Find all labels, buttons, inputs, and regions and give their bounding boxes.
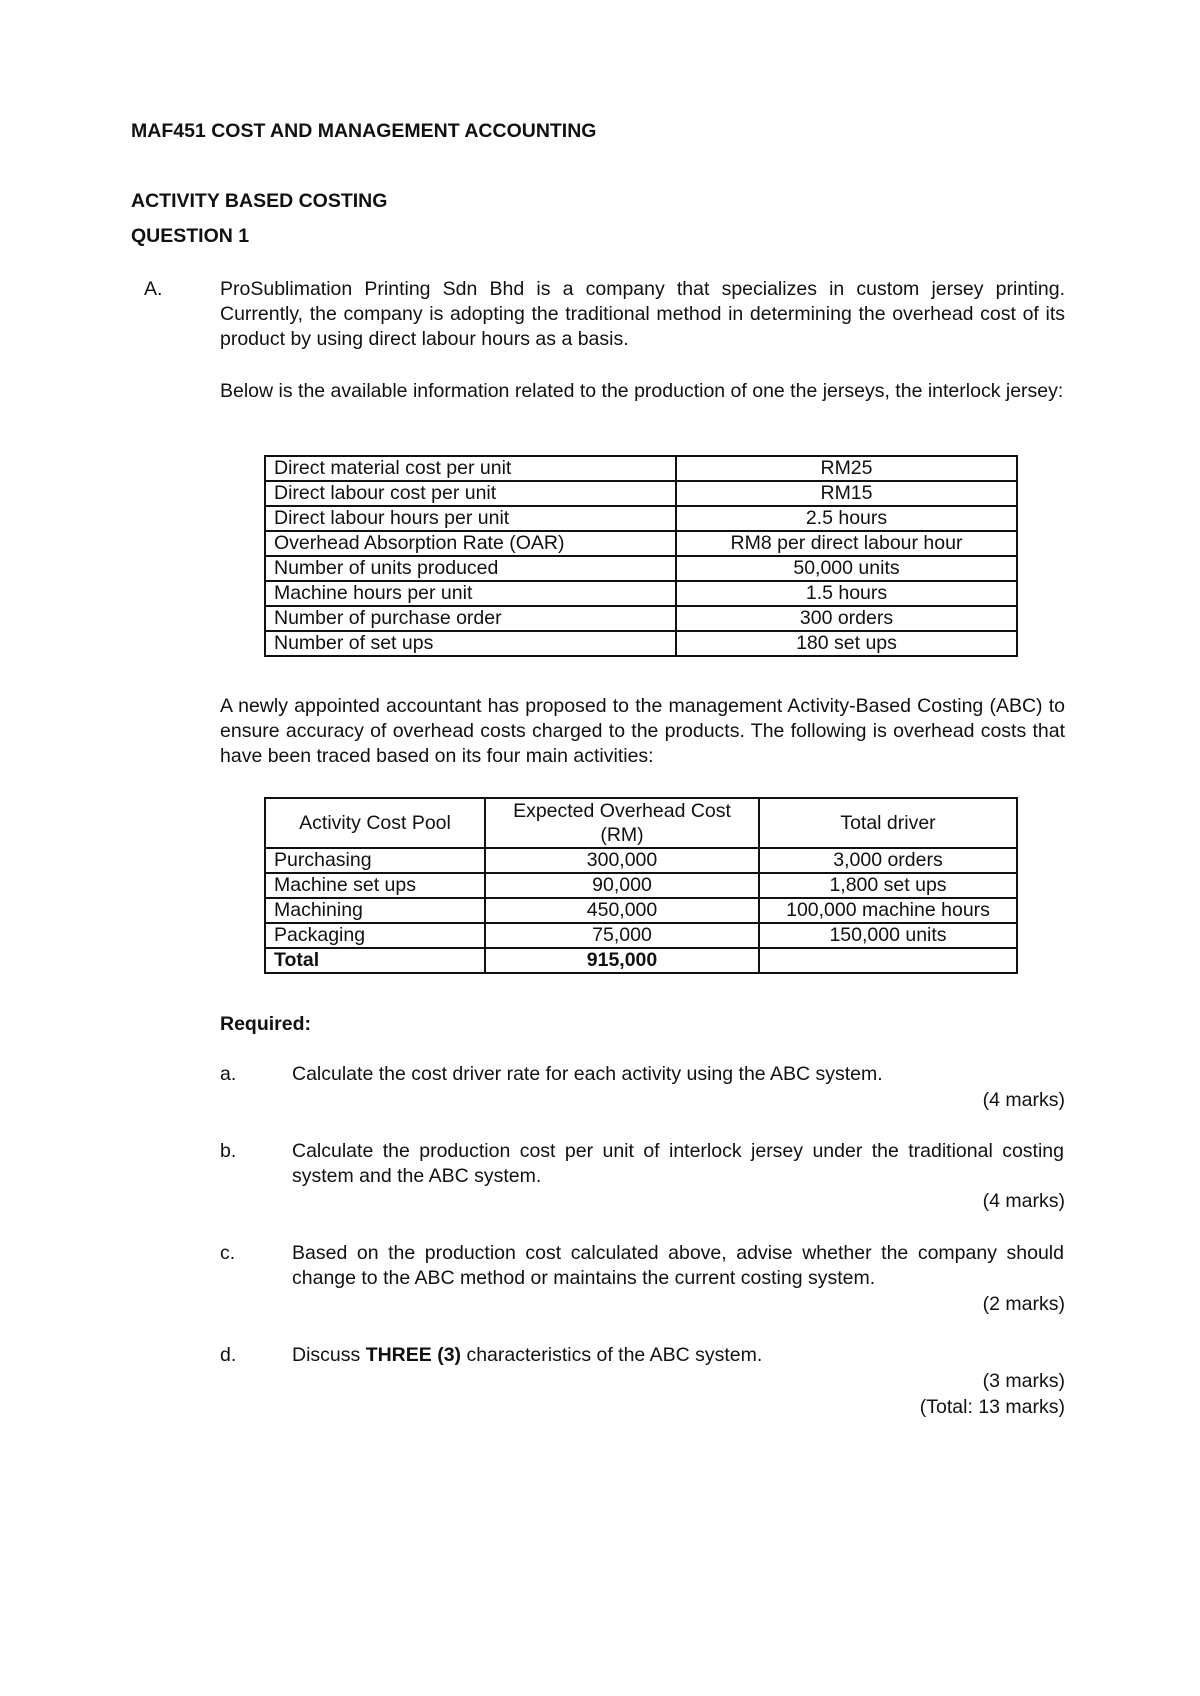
info-paragraph: Below is the available information related to the production of one the jerseys, the interlock jersey: <box>220 380 1064 402</box>
total-cost: 915,000 <box>485 948 759 973</box>
info-label: Overhead Absorption Rate (OAR) <box>265 531 676 556</box>
total-driver <box>759 948 1017 973</box>
course-title: MAF451 COST AND MANAGEMENT ACCOUNTING <box>131 120 597 142</box>
info-label: Direct labour hours per unit <box>265 506 676 531</box>
required-heading: Required: <box>220 1013 312 1035</box>
overhead-cost: 450,000 <box>485 898 759 923</box>
info-label: Machine hours per unit <box>265 581 676 606</box>
info-value: 300 orders <box>676 606 1017 631</box>
section-title: ACTIVITY BASED COSTING <box>131 190 388 212</box>
info-label: Direct labour cost per unit <box>265 481 676 506</box>
question-label: c. <box>220 1242 236 1264</box>
activity-pool: Purchasing <box>265 848 485 873</box>
total-driver: 150,000 units <box>759 923 1017 948</box>
info-label: Number of purchase order <box>265 606 676 631</box>
abc-paragraph: A newly appointed accountant has proposed to the management Activity-Based Costing (ABC) to ensure accuracy of overhead costs charged to the products. The following is overhead costs that have been traced based on its four main activities: <box>220 695 1065 767</box>
question-text-start: Discuss <box>292 1344 366 1366</box>
question-text: Calculate the cost driver rate for each activity using the ABC system. <box>292 1063 883 1085</box>
info-value: RM15 <box>676 481 1017 506</box>
info-value: 50,000 units <box>676 556 1017 581</box>
table-header-row <box>265 798 1017 848</box>
table-row <box>265 848 1017 873</box>
overhead-cost: 300,000 <box>485 848 759 873</box>
question-title: QUESTION 1 <box>131 225 250 247</box>
question-text: Calculate the production cost per unit of interlock jersey under the traditional costing system and the ABC system. <box>292 1140 1064 1187</box>
overhead-cost: 90,000 <box>485 873 759 898</box>
info-label: Number of units produced <box>265 556 676 581</box>
info-label: Number of set ups <box>265 631 676 656</box>
intro-paragraph: ProSublimation Printing Sdn Bhd is a company that specializes in custom jersey printing. Currently, the company is adopting the traditional method in determining the overhead cost of its product by using direct labour hours as a basis. <box>220 278 1065 350</box>
table-row <box>265 631 1017 656</box>
total-driver: 100,000 machine hours <box>759 898 1017 923</box>
info-value: RM25 <box>676 456 1017 481</box>
table-row <box>265 606 1017 631</box>
table-row <box>265 898 1017 923</box>
info-value: 180 set ups <box>676 631 1017 656</box>
marks-label: (4 marks) <box>982 1089 1065 1111</box>
total-driver: 3,000 orders <box>759 848 1017 873</box>
marks-label: (2 marks) <box>982 1293 1065 1315</box>
question-label: d. <box>220 1344 237 1366</box>
activity-pool: Machining <box>265 898 485 923</box>
product-info-table <box>264 455 1018 657</box>
table-row <box>265 923 1017 948</box>
table-row <box>265 456 1017 481</box>
table-row <box>265 581 1017 606</box>
question-label: a. <box>220 1063 237 1085</box>
total-marks: (Total: 13 marks) <box>919 1396 1065 1418</box>
part-label: A. <box>144 278 163 300</box>
column-header: Expected Overhead Cost (RM) <box>485 798 759 848</box>
question-label: b. <box>220 1140 237 1162</box>
total-label: Total <box>265 948 485 973</box>
total-driver: 1,800 set ups <box>759 873 1017 898</box>
marks-label: (4 marks) <box>982 1190 1065 1212</box>
column-header: Activity Cost Pool <box>265 798 485 848</box>
table-row <box>265 506 1017 531</box>
info-value: RM8 per direct labour hour <box>676 531 1017 556</box>
table-row <box>265 531 1017 556</box>
marks-label: (3 marks) <box>982 1370 1065 1392</box>
question-text <box>292 1343 1064 1368</box>
info-label: Direct material cost per unit <box>265 456 676 481</box>
info-value: 2.5 hours <box>676 506 1017 531</box>
overhead-cost: 75,000 <box>485 923 759 948</box>
column-header: Total driver <box>759 798 1017 848</box>
activity-pool: Machine set ups <box>265 873 485 898</box>
info-value: 1.5 hours <box>676 581 1017 606</box>
table-total-row <box>265 948 1017 973</box>
table-row <box>265 481 1017 506</box>
question-text-emphasis: THREE (3) <box>365 1344 462 1366</box>
activity-cost-table <box>264 797 1018 974</box>
table-row <box>265 873 1017 898</box>
question-text: Based on the production cost calculated above, advise whether the company should change to the ABC method or maintains the current costing system. <box>292 1242 1064 1289</box>
question-text-end: characteristics of the ABC system. <box>461 1344 763 1366</box>
activity-pool: Packaging <box>265 923 485 948</box>
table-row <box>265 556 1017 581</box>
